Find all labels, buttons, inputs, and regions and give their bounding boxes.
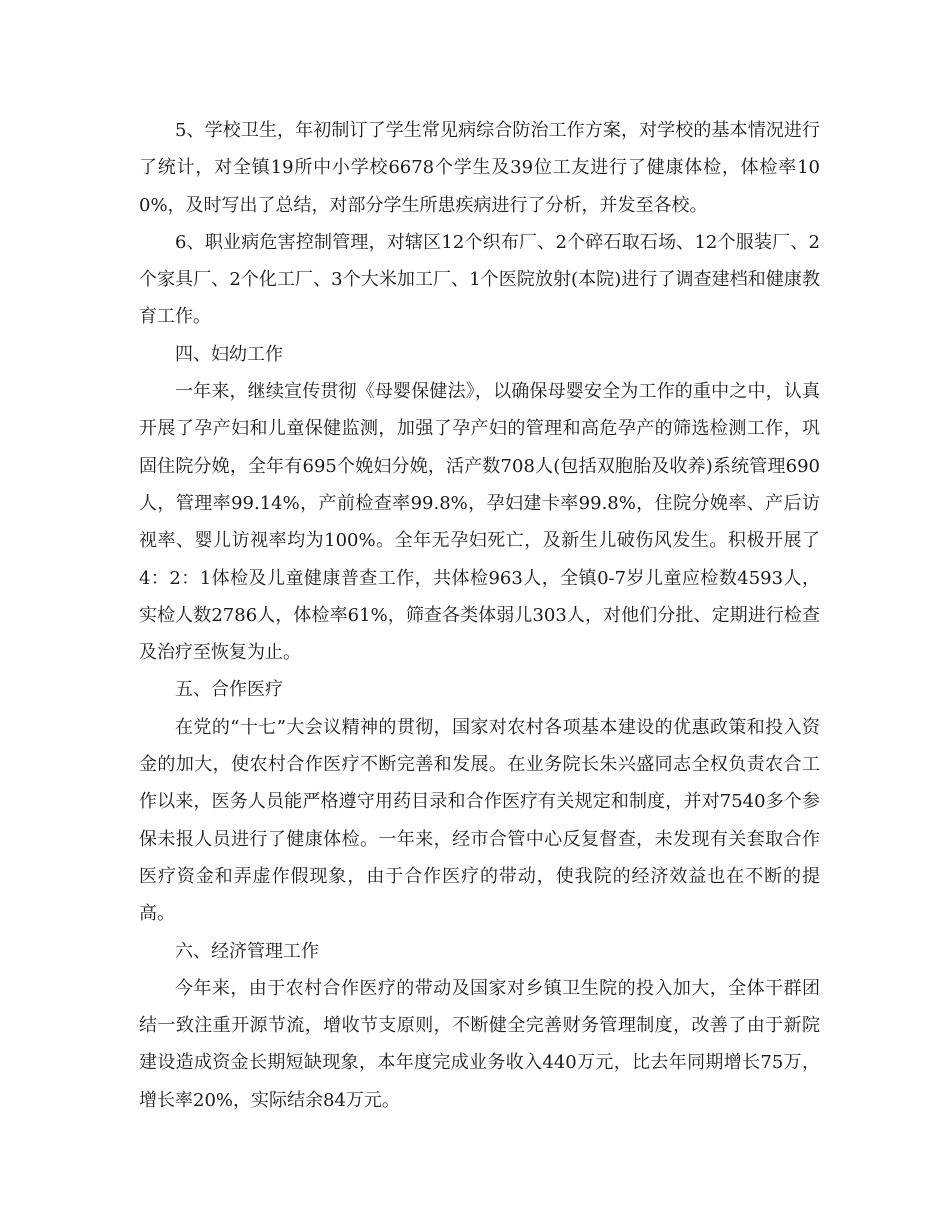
paragraph-cooperative-medical: 在党的“十七”大会议精神的贯彻，国家对农村各项基本建设的优惠政策和投入资金的加大，使农村合作医疗不断完善和发展。在业务院长朱兴盛同志全权负责农合工作以来，医务人员能严格遵守用药目录和合作医疗有关规定和制度，并对7540多个参保未报人员进行了健康体检。一年来，经市合管中心反复督查，未发现有关套取合作医疗资金和弄虚作假现象，由于合作医疗的带动，使我院的经济效益也在不断的提高。 (139, 716, 820, 925)
section-heading-cooperative-medical: 五、合作医疗 (175, 679, 283, 701)
section-heading-economic-management: 六、经济管理工作 (175, 940, 319, 962)
paragraph-maternal-child: 一年来，继续宣传贯彻《母婴保健法》，以确保母婴安全为工作的重中之中，认真开展了孕产妇和儿童保健监测，加强了孕产妇的管理和高危孕产的筛选检测工作，巩固住院分娩，全年有695个娩妇分娩，活产数708人(包括双胞胎及收养)系统管理690人，管理率99.14%，产前检查率99.8%，孕妇建卡率99.8%，住院分娩率、产后访视率、婴儿访视率均为100%。全年无孕妇死亡，及新生儿破伤风发生。积极开展了4：2：1体检及儿童健康普查工作，共体检963人，全镇0-7岁儿童应检数4593人，实检人数2786人，体检率61%，筛查各类体弱儿303人，对他们分批、定期进行检查及治疗至恢复为止。 (139, 381, 820, 664)
paragraph-school-hygiene: 5、学校卫生，年初制订了学生常见病综合防治工作方案，对学校的基本情况进行了统计，对全镇19所中小学校6678个学生及39位工友进行了健康体检，体检率100%，及时写出了总结，对部分学生所患疾病进行了分析，并发至各校。 (139, 120, 820, 216)
paragraph-economic-management: 今年来，由于农村合作医疗的带动及国家对乡镇卫生院的投入加大，全体干群团结一致注重开源节流，增收节支原则，不断健全完善财务管理制度，改善了由于新院建设造成资金长期短缺现象，本年度完成业务收入440万元，比去年同期增长75万，增长率20%，实际结余84万元。 (139, 977, 820, 1111)
paragraph-occupational-disease: 6、职业病危害控制管理，对辖区12个织布厂、2个碎石取石场、12个服装厂、2个家具厂、2个化工厂、3个大米加工厂、1个医院放射(本院)进行了调查建档和健康教育工作。 (139, 231, 820, 328)
section-heading-maternal-child: 四、妇幼工作 (175, 343, 283, 365)
